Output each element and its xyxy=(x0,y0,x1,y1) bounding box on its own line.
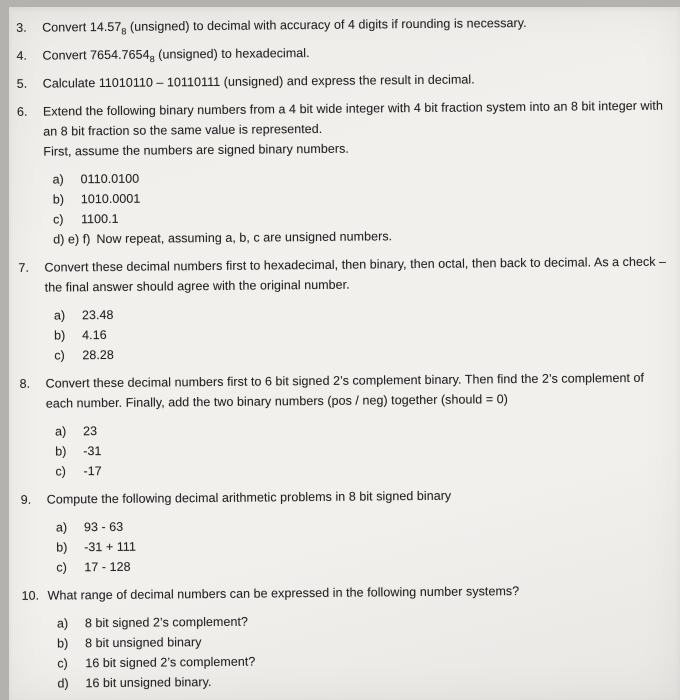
question-line xyxy=(48,580,677,606)
subitem-label: a) xyxy=(54,424,67,439)
subitem-text: -17 xyxy=(83,464,102,479)
question-line xyxy=(43,96,672,142)
question-item xyxy=(17,96,673,250)
question-item xyxy=(17,68,672,94)
question-line xyxy=(44,252,673,298)
subitem-list xyxy=(57,608,678,694)
subitem-text: 0110.0100 xyxy=(80,171,140,187)
subitem-list xyxy=(53,164,674,250)
question-text-segment: Convert 7654.7654 xyxy=(42,47,150,63)
question-body xyxy=(43,96,673,250)
subitem-text: 16 bit signed 2’s complement? xyxy=(85,654,256,671)
question-text xyxy=(42,40,671,66)
question-body xyxy=(42,40,671,66)
question-text xyxy=(43,96,673,162)
question-list xyxy=(16,12,677,694)
question-text xyxy=(46,368,675,414)
question-text xyxy=(47,484,676,510)
question-text-segment: Convert 14.57 xyxy=(42,19,122,35)
question-body xyxy=(47,484,677,578)
question-item xyxy=(18,252,674,366)
subitem-text: -31 + 111 xyxy=(84,539,137,555)
subitem-label: d) e) f) xyxy=(53,232,91,247)
question-number: 10. xyxy=(21,588,40,603)
subitem-text: 28.28 xyxy=(82,347,114,363)
question-text xyxy=(48,580,677,606)
subitem-label: b) xyxy=(57,636,69,651)
question-item xyxy=(20,368,676,482)
question-number: 6. xyxy=(16,104,28,119)
question-number: 4. xyxy=(16,48,28,63)
question-text xyxy=(42,12,671,38)
subitem-label: c) xyxy=(56,560,67,575)
subitem-text: 1100.1 xyxy=(80,211,119,227)
subitem-label: c) xyxy=(57,656,68,671)
subitem-label: a) xyxy=(53,308,66,323)
subitem-text: 23.48 xyxy=(81,307,114,323)
question-item xyxy=(21,484,677,578)
subitem-text: 16 bit unsigned binary. xyxy=(85,674,212,691)
question-number: 3. xyxy=(16,20,27,35)
question-text xyxy=(43,68,672,94)
question-text-segment: Calculate 11010110 – 10110111 (unsigned) and express the result in decimal. xyxy=(42,72,475,91)
question-number: 5. xyxy=(16,76,28,91)
question-body xyxy=(43,68,672,94)
subitem-text: 93 - 63 xyxy=(83,519,124,535)
question-text-segment: What range of decimal numbers can be expressed in the following number systems? xyxy=(47,584,520,603)
subitem-text: Now repeat, assuming a, b, c are unsigned numbers. xyxy=(96,229,393,247)
question-text xyxy=(44,252,673,298)
question-text-segment: (unsigned) to decimal with accuracy of 4 digits if rounding is necessary. xyxy=(126,15,527,34)
subitem-label: a) xyxy=(55,520,68,535)
subitem-label: b) xyxy=(52,192,65,207)
question-text-segment: Convert these decimal numbers first to 6 bit signed 2’s complement binary. Then find the 2’s complement of each number. Finally, add the two binary numbers (pos / neg) together (should = 0) xyxy=(45,370,645,411)
subitem-text: 4.16 xyxy=(82,327,107,343)
subitem-text: 17 - 128 xyxy=(84,559,131,575)
subitem-label: d) xyxy=(57,676,69,691)
question-text-segment: Extend the following binary numbers from a 4 bit wide integer with 4 bit fraction system into an 8 bit integer with an 8 bit fraction so the same value is represented. xyxy=(42,98,663,139)
subscript-digit: 8 xyxy=(149,54,155,65)
question-line xyxy=(42,40,671,66)
question-text-segment: Compute the following decimal arithmetic problems in 8 bit signed binary xyxy=(46,488,452,507)
subitem-label: a) xyxy=(56,616,69,631)
document-page xyxy=(9,7,680,700)
subitem-list xyxy=(55,416,676,482)
subitem-label: b) xyxy=(56,540,68,555)
question-body xyxy=(46,368,676,482)
question-body xyxy=(48,580,678,694)
subitem-label: c) xyxy=(54,348,65,363)
question-line xyxy=(46,368,675,414)
subitem-list xyxy=(54,300,675,366)
question-item xyxy=(16,40,671,66)
subitem-label: a) xyxy=(52,172,64,187)
question-item xyxy=(16,12,671,38)
subitem-text: 8 bit signed 2’s complement? xyxy=(84,614,249,631)
question-number: 7. xyxy=(18,260,30,275)
question-body xyxy=(42,12,671,38)
question-number: 9. xyxy=(20,492,32,507)
subscript-digit: 8 xyxy=(121,26,127,37)
subitem-list xyxy=(56,512,677,578)
subitem-label: c) xyxy=(52,212,64,227)
question-line xyxy=(47,484,676,510)
question-line xyxy=(42,12,671,38)
question-text-segment: Convert these decimal numbers first to hexadecimal, then binary, then octal, then back to decimal. As a check – the final answer should agree with the original number. xyxy=(44,254,667,295)
subitem-text: 1010.0001 xyxy=(80,191,141,207)
subitem-label: b) xyxy=(55,444,67,459)
question-item xyxy=(22,580,678,694)
subitem-label: b) xyxy=(54,328,66,343)
question-body xyxy=(44,252,674,366)
question-line xyxy=(43,68,672,94)
question-text-segment: (unsigned) to hexadecimal. xyxy=(154,46,310,62)
subitem-label: c) xyxy=(55,464,67,479)
subitem-text: 23 xyxy=(82,424,98,439)
question-number: 8. xyxy=(19,376,31,391)
subitem-text: 8 bit unsigned binary xyxy=(85,635,202,651)
question-text-segment: First, assume the numbers are signed binary numbers. xyxy=(43,141,349,159)
subitem-text: -31 xyxy=(83,444,102,459)
